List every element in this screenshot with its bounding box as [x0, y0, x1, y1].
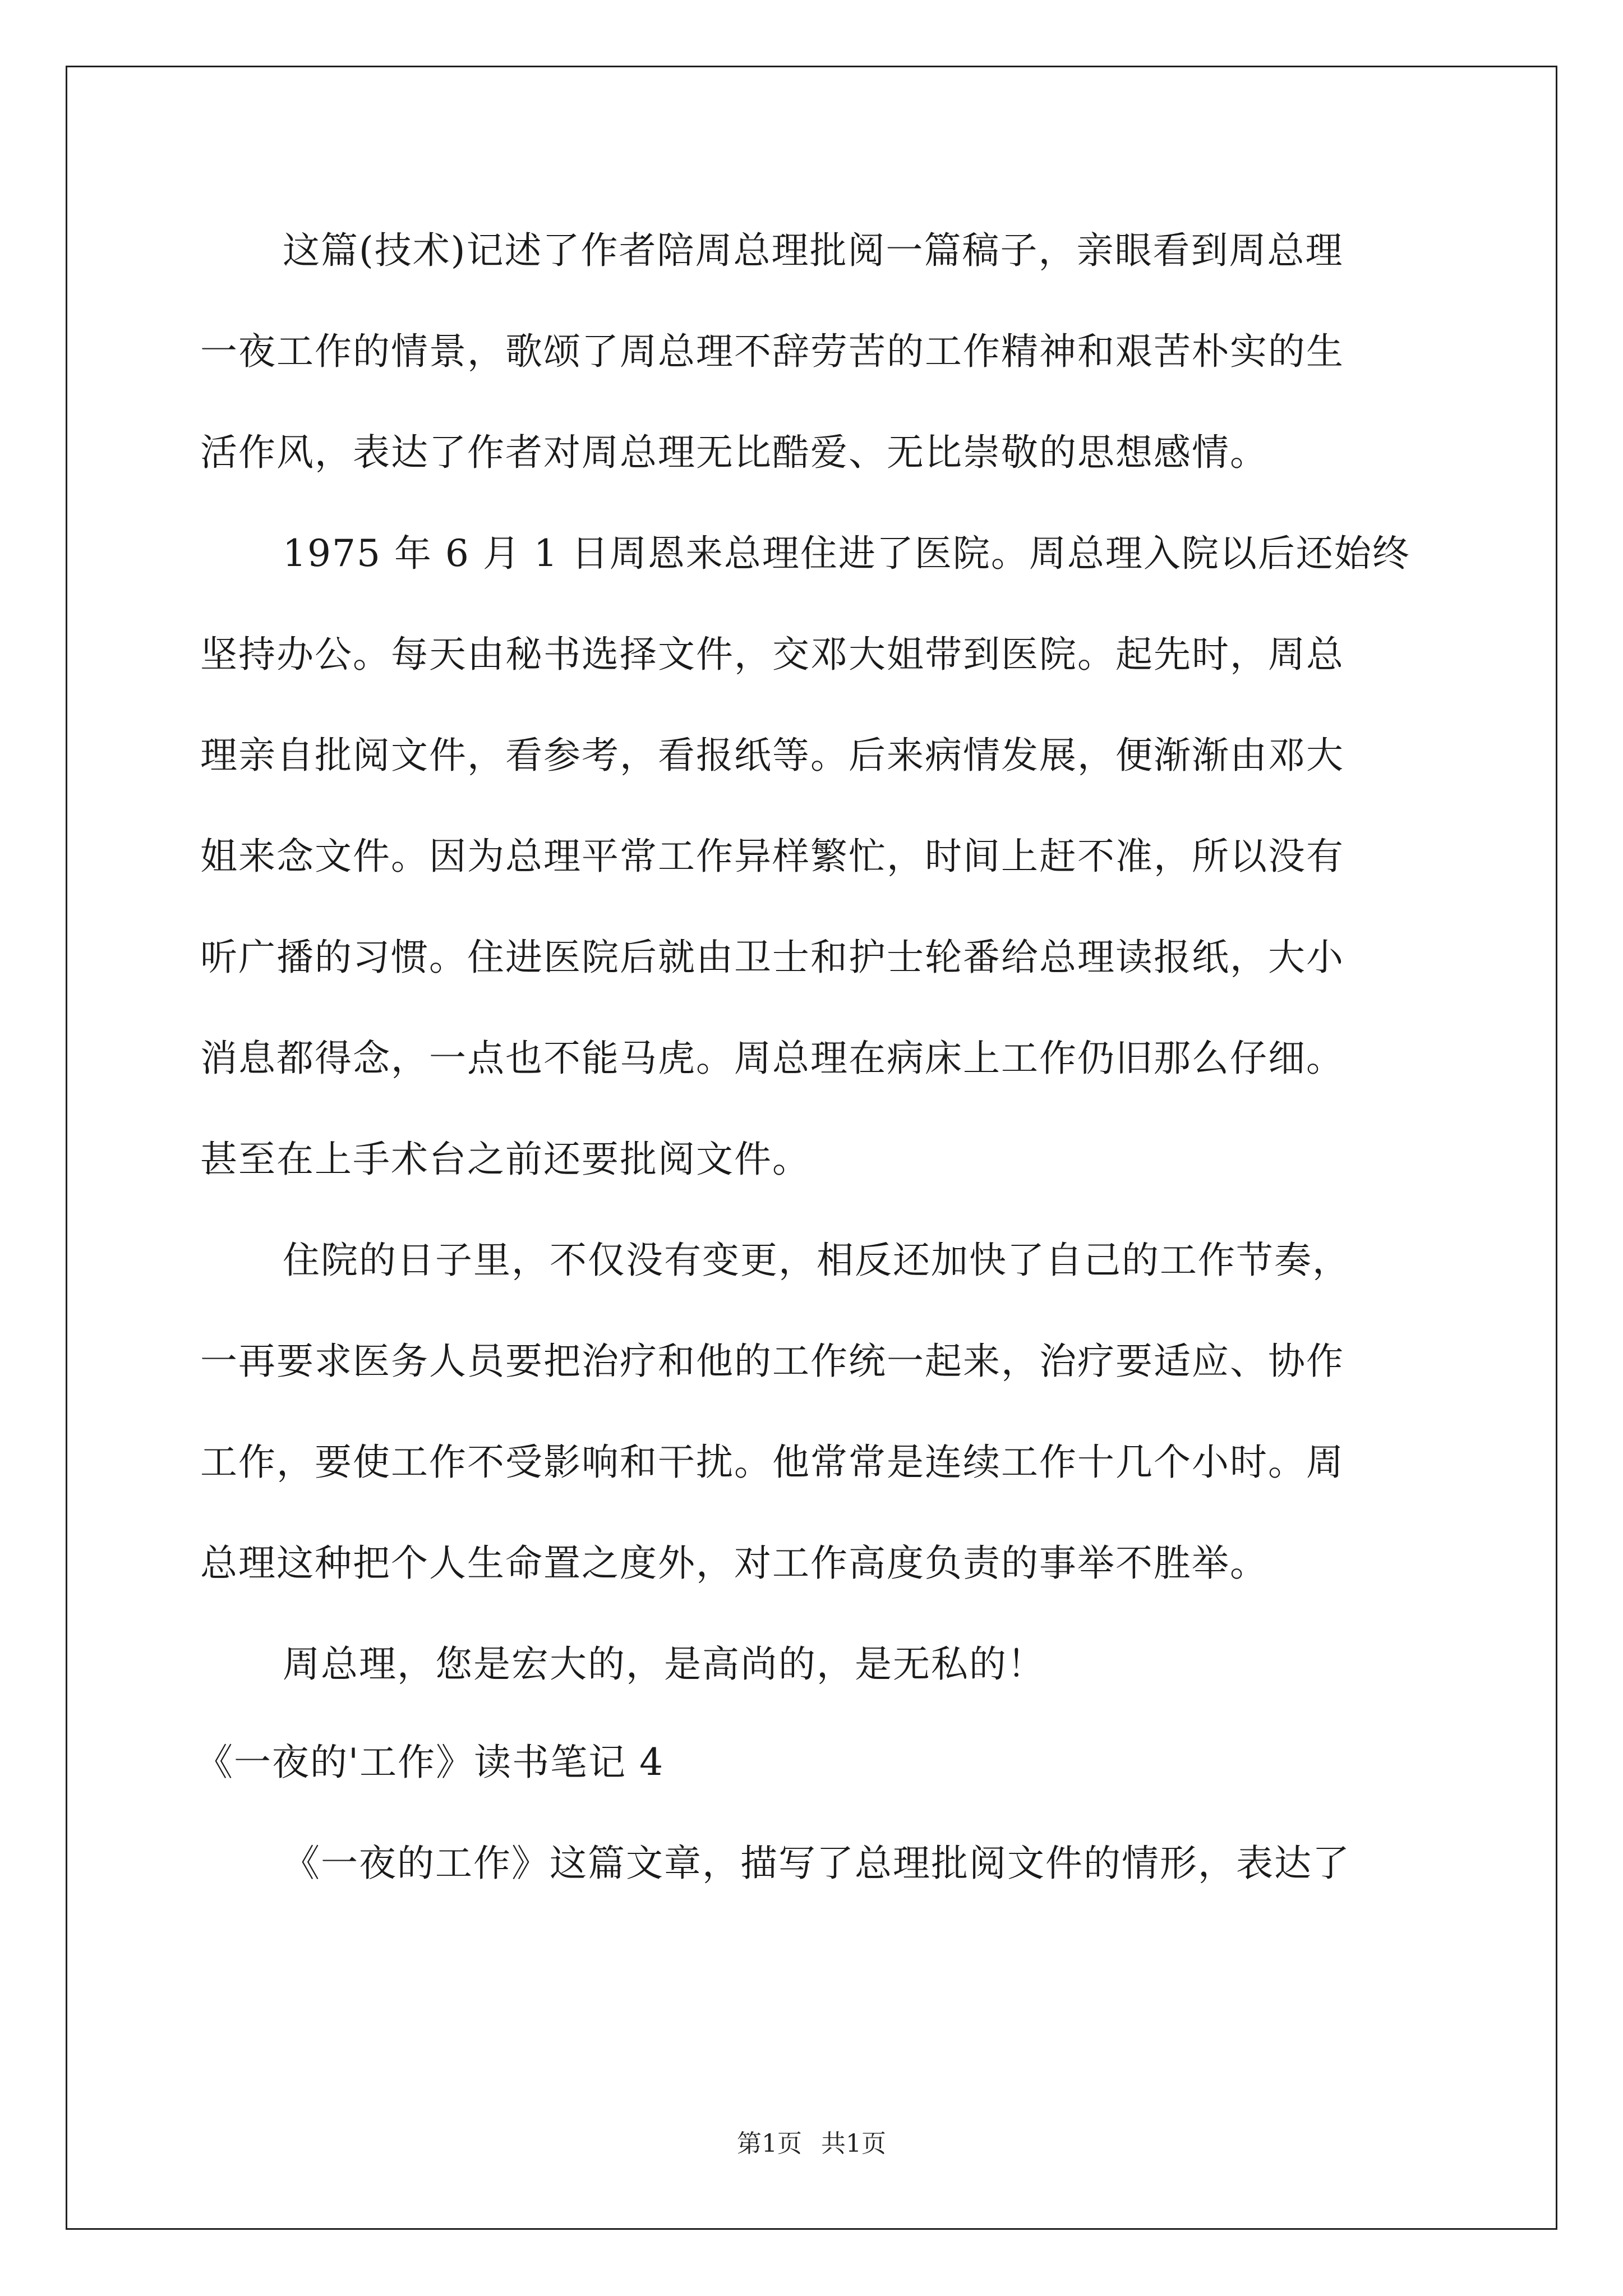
paragraph-2-line-3: 理亲自批阅文件，看参考，看报纸等。后来病情发展，便渐渐由邓大 [200, 734, 1344, 777]
paragraph-2-line-5: 听广播的习惯。住进医院后就由卫士和护士轮番给总理读报纸，大小 [200, 936, 1344, 979]
paragraph-3-line-1: 住院的日子里，不仅没有变更，相反还加快了自己的工作节奏， [283, 1239, 1350, 1282]
paragraph-5-line-1: 《一夜的工作》这篇文章，描写了总理批阅文件的情形，表达了 [283, 1842, 1350, 1885]
paragraph-4-line-1: 周总理，您是宏大的，是高尚的，是无私的！ [283, 1642, 1045, 1686]
paragraph-1-line-1: 这篇(技术)记述了作者陪周总理批阅一篇稿子，亲眼看到周总理 [283, 229, 1344, 272]
page-total: 共1页 [821, 2129, 886, 2158]
page-number: 第1页 [737, 2129, 802, 2158]
section-heading: 《一夜的'工作》读书笔记 4 [196, 1741, 665, 1784]
paragraph-2-line-4: 姐来念文件。因为总理平常工作异样繁忙，时间上赶不准，所以没有 [200, 835, 1344, 878]
paragraph-2-line-6: 消息都得念，一点也不能马虎。周总理在病床上工作仍旧那么仔细。 [200, 1037, 1344, 1080]
page-footer [0, 2127, 1623, 2161]
paragraph-1-line-2: 一夜工作的情景，歌颂了周总理不辞劳苦的工作精神和艰苦朴实的生 [200, 330, 1344, 373]
paragraph-3-line-2: 一再要求医务人员要把治疗和他的工作统一起来，治疗要适应、协作 [200, 1340, 1344, 1383]
paragraph-2-line-2: 坚持办公。每天由秘书选择文件，交邓大姐带到医院。起先时，周总 [200, 633, 1344, 676]
paragraph-3-line-4: 总理这种把个人生命置之度外，对工作高度负责的事举不胜举。 [200, 1542, 1268, 1585]
paragraph-3-line-3: 工作，要使工作不受影响和干扰。他常常是连续工作十几个小时。周 [200, 1441, 1344, 1484]
paragraph-2-line-1: 1975 年 6 月 1 日周恩来总理住进了医院。周总理入院以后还始终 [283, 532, 1410, 575]
paragraph-2-line-7: 甚至在上手术台之前还要批阅文件。 [200, 1138, 810, 1181]
paragraph-1-line-3: 活作风，表达了作者对周总理无比酷爱、无比崇敬的思想感情。 [200, 431, 1268, 474]
